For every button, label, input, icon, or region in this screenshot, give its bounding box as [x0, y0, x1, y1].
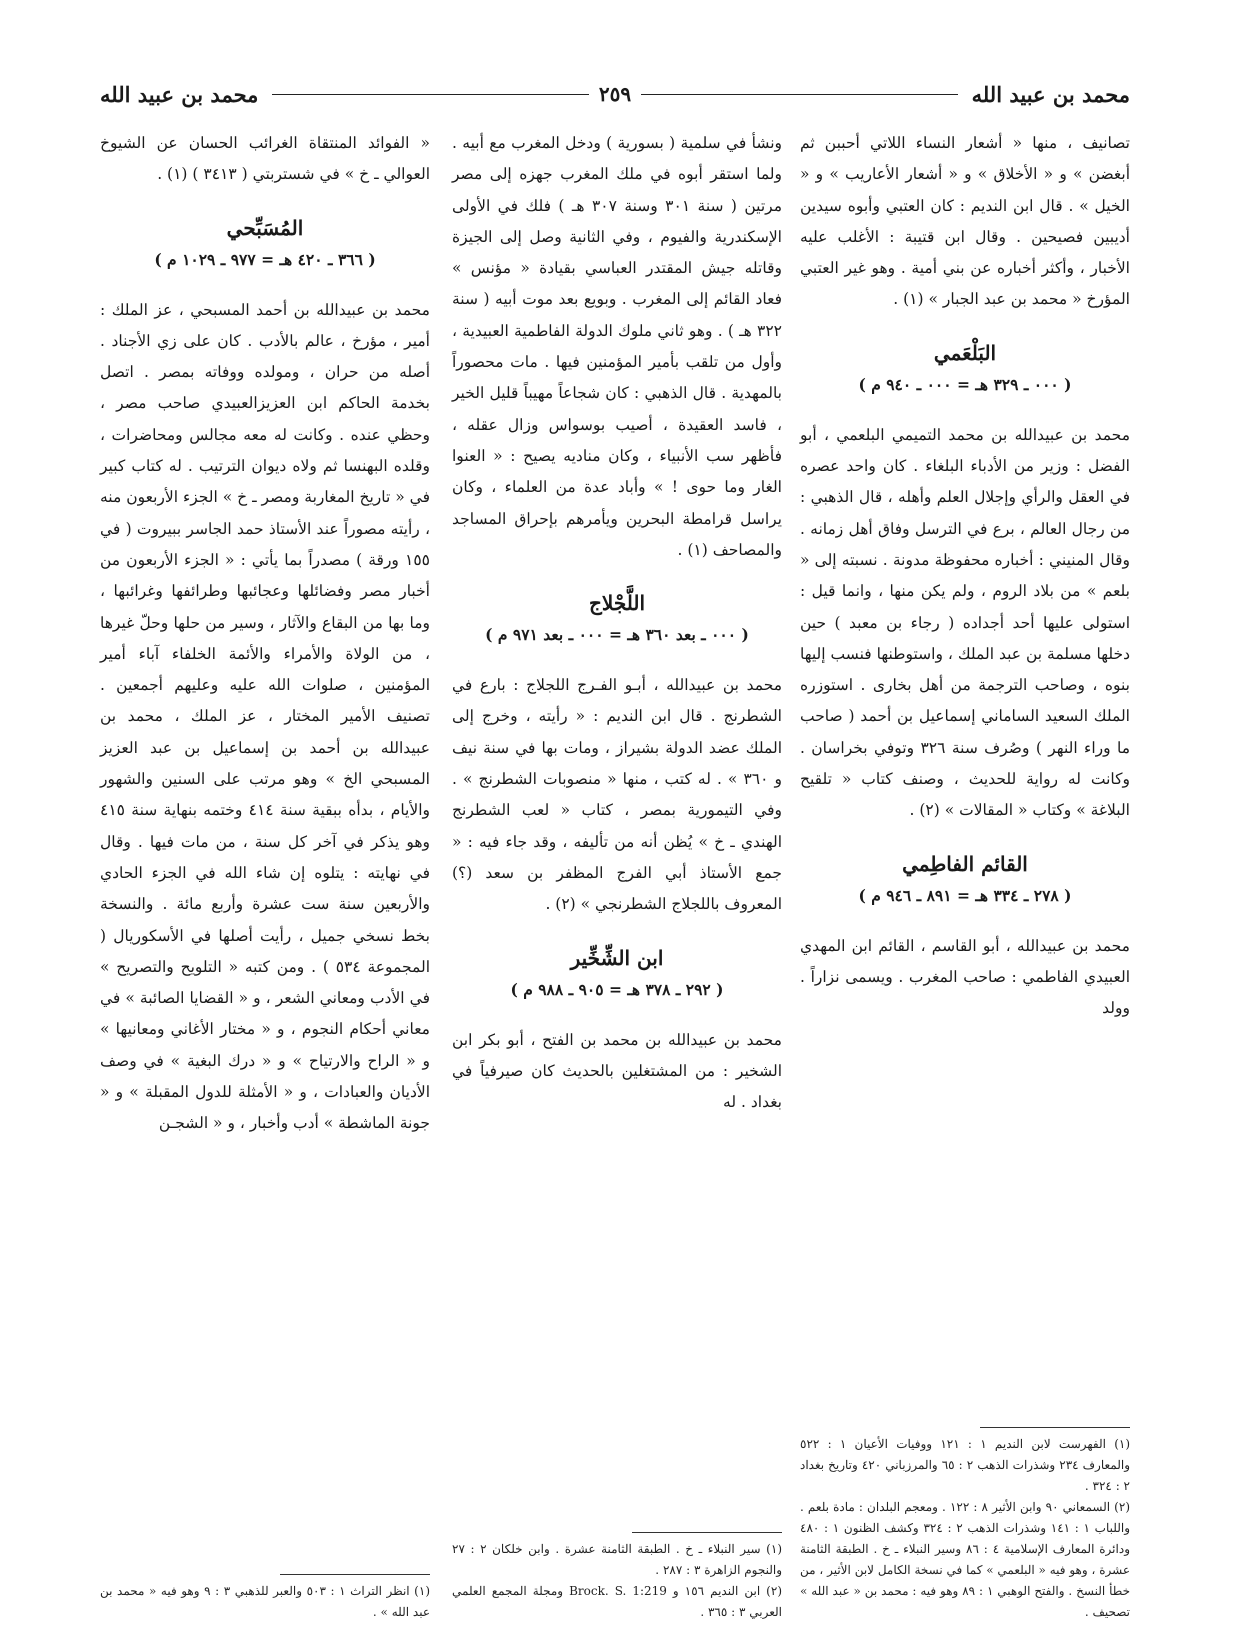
page-header [100, 74, 1130, 114]
continuation-text: ونشأ في سلمية ( بسورية ) ودخل المغرب مع أبيه . ولما استقر أبوه في ملك المغرب جهزه إلى مصر مرتين ( سنة ٣٠١ وسنة ٣٠٧ هـ ) فلك في الأولى الإسكندرية والفيوم ، وفي الثانية وصل إلى الجيزة وقاتله جيش المقتدر العباسي بقيادة « مؤنس » فعاد القائم إلى المغرب . وبويع بعد موت أبيه ( سنة ٣٢٢ هـ ) . وهو ثاني ملوك الدولة الفاطمية العبيدية ، وأول من تلقب بأمير المؤمنين فيها . مات محصوراً بالمهدية . قال الذهبي : كان شجاعاً مهيباً قليل الخير ، فاسد العقيدة ، أصيب بوسواس وزال عقله ، فأظهر سب الأنبياء ، وكان مناديه يصيح : « العنوا الغار وما حوى ! » وأباد عدة من العلماء ، وكان يراسل قرامطة البحرين ويأمرهم بإحراق المساجد والمصاحف (١) . [452, 134, 782, 559]
header-left-name: محمد بن عبيد الله [100, 81, 259, 107]
entry-text: محمد بن عبيدالله بن محمد بن الفتح ، أبو بكر ابن الشخير : من المشتغلين بالحديث كان صيرفياً في بغداد . له [452, 1030, 782, 1112]
entry-dates: ( ٢٧٨ ـ ٣٣٤ هـ = ٨٩١ ـ ٩٤٦ م ) [858, 885, 1072, 905]
entry-text: محمد بن عبيدالله ، أبـو الفـرج اللجلاج : بارع في الشطرنج . قال ابن النديم : « رأيته ، وخرج إلى الملك عضد الدولة بشيراز ، ومات بها في سنة نيف و ٣٦٠ » . له كتب ، منها « منصوبات الشطرنج » . وفي التيمورية بمصر ، كتاب « لعب الشطرنج الهندي ـ خ » يُظن أنه من تأليفه ، وقد جاء فيه : « جمع الأستاذ أبي الفرج المظفر بن سعد (؟) المعروف باللجلاج الشطرنجي » (٢) . [452, 676, 782, 914]
right-column [800, 128, 1130, 1623]
footnote: (٢) ابن النديم ١٥٦ و Brock. S. 1:219 ومجلة المجمع العلمي العربي ٣ : ٣٦٥ . [452, 1584, 782, 1619]
continuation-text: تصانيف ، منها « أشعار النساء اللاتي أحببن ثم أبغضن » و « الأخلاق » و « أشعار الأعاريب » و « الخيل » . قال ابن النديم : كان العتبي وأبوه سيدين أديبين فصيحين . وقال ابن قتيبة : الأغلب عليه الأخبار ، وأكثر أخباره عن بني أمية . وهو غير العتبي المؤرخ « محمد بن عبد الجبار » (١) . [800, 134, 1130, 309]
entry-text: محمد بن عبيدالله بن محمد التميمي البلعمي ، أبو الفضل : وزير من الأدباء البلغاء . كان واحد عصره في العقل والرأي وإجلال العلم وأهله ، قال الذهبي : من رجال العالم ، برع في الترسل وفاق أهل زمانه . وقال المنيني : أخباره محفوظة مدونة . نسبته إلى « بلعم » من بلاد الروم ، ولم يكن منها ، وانما قيل : استولى عليها أحد أجداده ( رجاء بن معبد ) حين دخلها مسلمة بن عبد الملك ، واستوطنها فنسب إليها بنوه ، وصاحب الترجمة من أهل بخارى . استوزره الملك السعيد الساماني إسماعيل بن أحمد ( صاحب ما وراء النهر ) وصُرف سنة ٣٢٦ وتوفي بخراسان . وكانت له رواية للحديث ، وصنف كتاب « تلقيح البلاغة » وكتاب « المقالات » (٢) . [800, 425, 1130, 820]
footnote: (١) سير النبلاء ـ خ . الطبقة الثامنة عشرة . وابن خلكان ٢ : ٢٧ والنجوم الزاهرة ٣ : ٢٨٧ . [452, 1542, 783, 1577]
entry-title: اللَّجْلاج [588, 591, 646, 616]
footnote: (٢) السمعاني ٩٠ وابن الأثير ٨ : ١٢٢ . ومعجم البلدان : مادة بلعم . واللباب ١ : ١٤١ وشذرات الذهب ٢ : ٣٢٤ وكشف الظنون ١ : ٤٨٠ ودائرة المعارف الإسلامية ٤ : ٨٦ وسير النبلاء ـ خ . الطبقة الثامنة عشرة ، وهو فيه « البلعمي » كما في نسخة الكامل لابن الأثير ، من خطأ النسخ . والفتح الوهبي ١ : ٨٩ وهو فيه : محمد بن « عبد الله » تصحيف . [800, 1500, 1131, 1619]
entry-title: البَلْعَمي [933, 340, 997, 365]
page-number: ٢٥٩ [598, 82, 632, 106]
entry-title: المُسَبِّحي [226, 215, 304, 240]
continuation-text: « الفوائد المنتقاة الغرائب الحسان عن الشيوخ العوالي ـ خ » في شستربتي ( ٣٤١٣ ) (١) . [100, 134, 430, 184]
footnote-divider [980, 1427, 1130, 1428]
footnote-divider [280, 1574, 430, 1575]
entry-text: محمد بن عبيدالله بن أحمد المسبحي ، عز الملك : أمير ، مؤرخ ، عالم بالأدب . كان على زي الأجناد . أصله من حران ، ومولده ووفاته بمصر . اتصل بخدمة الحاكم ابن العزيزالعبيدي صاحب مصر ، وحظي عنده . وكانت له معه مجالس ومحاضرات ، وقلده البهنسا ثم ولاه ديوان الترتيب . له كتاب كبير في « تاريخ المغاربة ومصر ـ خ » الجزء الأربعون منه ، رأيته مصوراً عند الأستاذ حمد الجاسر ببيروت ( في ١٥٥ ورقة ) مصدراً بما يأتي : « الجزء الأربعون من أخبار مصر وفضائلها وعجائبها وطرائفها وغرائبها ، وما بها من البقاع والآثار ، وسير من حلها وحلّ غيرها ، من الولاة والأمراء والأئمة الخلفاء آباء أمير المؤمنين ، صلوات الله عليه وعليهم أجمعين . تصنيف الأمير المختار ، عز الملك ، محمد بن عبيدالله بن أحمد بن إسماعيل بن عبد العزيز المسبحي الخ » وهو مرتب على السنين والشهور والأيام ، بدأه ببقية سنة ٤١٤ وختمه بنهاية سنة ٤١٥ وهو يذكر في آخر كل سنة ، من مات فيها . وقال في نهايته : يتلوه إن شاء الله في الجزء الحادي والأربعين سنة ست عشرة وأربع مائة . والنسخة بخط نسخي جميل ، رأيت أصلها في الأسكوريال ( المجموعة ٥٣٤ ) . ومن كتبه « التلويح والتصريح » في الأدب ومعاني الشعر ، و « القضايا الصائبة » في معاني أحكام النجوم ، و « مختار الأغاني ومعانيها » و « الراح والارتياح » و « درك البغية » في وصف الأديان والعبادات ، و « الأمثلة للدول المقبلة » و « جونة الماشطة » أدب وأخبار ، و « الشجـن [99, 300, 430, 1133]
header-rule [272, 82, 957, 106]
entry-title: ابن الشِّخِّير [570, 945, 664, 970]
entry-dates: ( ٣٦٦ ـ ٤٢٠ هـ = ٩٧٧ ـ ١٠٢٩ م ) [154, 249, 376, 269]
footnote: (١) الفهرست لابن النديم ١ : ١٢١ ووفيات الأعيان ١ : ٥٢٢ والمعارف ٢٣٤ وشذرات الذهب ٢ : ٦٥ والمرزباني ٤٢٠ وتاريخ بغداد ٢ : ٣٢٤ . [800, 1437, 1131, 1493]
footnote: (١) انظر التراث ١ : ٥٠٣ والعبر للذهبي ٣ : ٩ وهو فيه « محمد بن عبد الله » . [100, 1584, 431, 1619]
entry-dates: ( ٢٩٢ ـ ٣٧٨ هـ = ٩٠٥ ـ ٩٨٨ م ) [510, 979, 724, 999]
entry-dates: ( ٠٠٠ ـ ٣٢٩ هـ = ٠٠٠ ـ ٩٤٠ م ) [858, 374, 1072, 394]
entry-text: محمد بن عبيدالله ، أبو القاسم ، القائم ابن المهدي العبيدي الفاطمي : صاحب المغرب . ويسمى نزاراً . وولد [800, 936, 1130, 1018]
middle-column [452, 128, 782, 1623]
entry-title: القائم الفاطِمي [902, 851, 1028, 876]
header-right-name: محمد بن عبيد الله [971, 81, 1130, 107]
left-column [100, 128, 430, 1623]
footnote-divider [632, 1532, 782, 1533]
entry-dates: ( ٠٠٠ ـ بعد ٣٦٠ هـ = ٠٠٠ ـ بعد ٩٧١ م ) [485, 625, 749, 645]
